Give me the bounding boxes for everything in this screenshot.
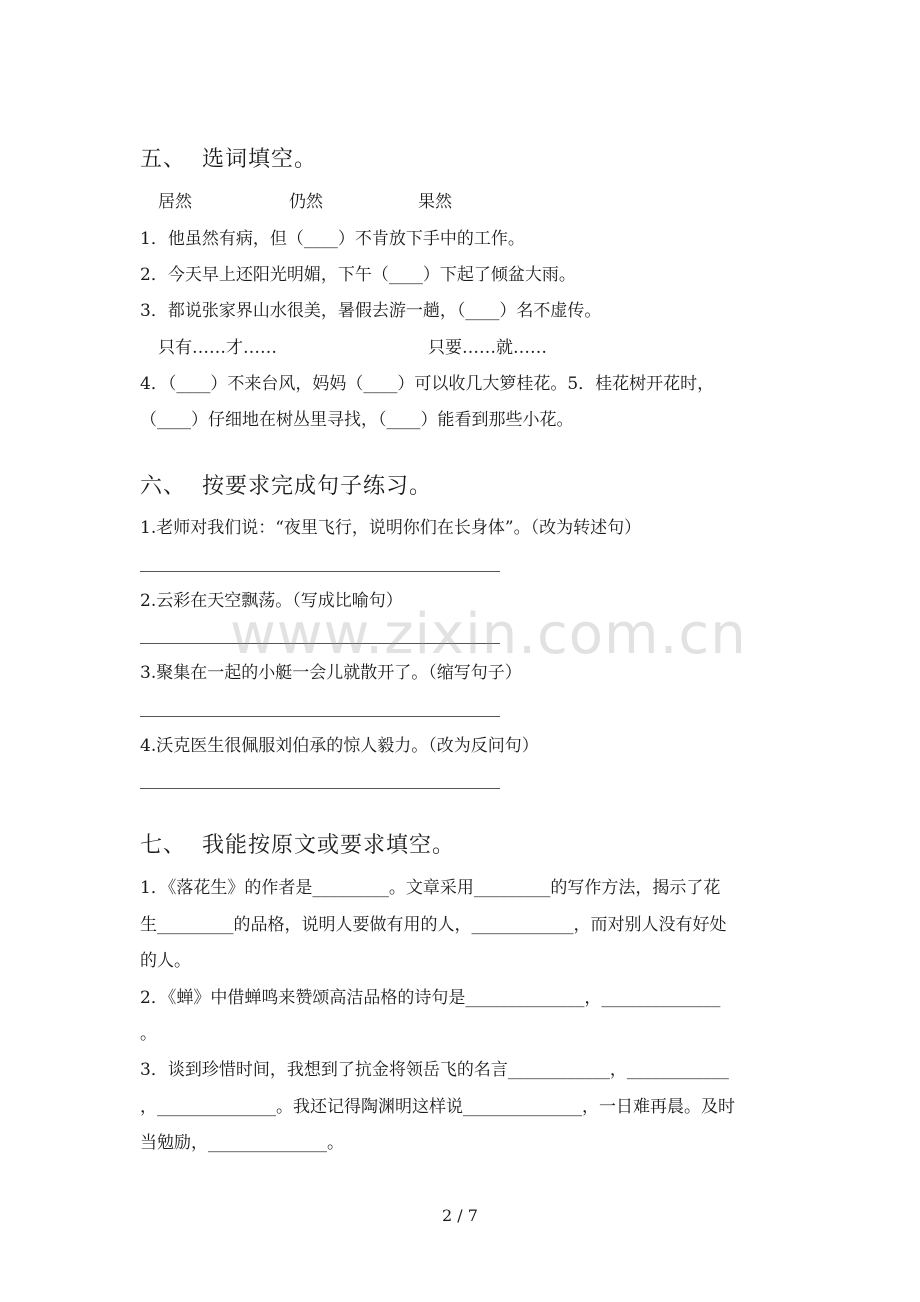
s6-question-3: 3.聚集在一起的小艇一会儿就散开了。（缩写句子） (140, 663, 522, 683)
s5-question-2: 2．今天早上还阳光明媚，下午（____）下起了倾盆大雨。 (140, 265, 576, 285)
conjunction-option-2: 只要……就…… (428, 338, 547, 358)
s6-question-1: 1.老师对我们说：“夜里飞行，说明你们在长身体”。（改为转述句） (140, 518, 642, 538)
answer-line[interactable] (140, 571, 500, 572)
answer-line[interactable] (140, 716, 500, 717)
answer-line[interactable] (140, 788, 500, 789)
s5-question-3: 3．都说张家界山水很美，暑假去游一趟，（____）名不虚传。 (140, 301, 602, 321)
s7-line-1: 1．《落花生》的作者是_________。文章采用_________的写作方法，揭示了花 (140, 878, 721, 898)
word-option-3: 果然 (418, 192, 452, 212)
word-option-1: 居然 (158, 192, 192, 212)
s5-question-4: 4．（____）不来台风，妈妈（____）可以收几大箩桂花。5．桂花树开花时， (140, 374, 715, 394)
watermark: www.zixin.com.cn (230, 602, 747, 667)
s6-question-2: 2.云彩在天空飘荡。（写成比喻句） (140, 591, 403, 611)
section-6-heading: 六、 按要求完成句子练习。 (140, 474, 432, 499)
section-7-heading: 七、 我能按原文或要求填空。 (140, 833, 455, 858)
page-number: 2 / 7 (442, 1206, 478, 1225)
s7-line-5: 。 (140, 1024, 157, 1044)
s7-line-4: 2．《蝉》中借蝉鸣来赞颂高洁品格的诗句是______________，______________ (140, 988, 721, 1008)
s7-line-6: 3．谈到珍惜时间，我想到了抗金将领岳飞的名言____________，____________ (140, 1060, 729, 1080)
s7-line-7: ，______________。我还记得陶渊明这样说______________，一日难再晨。及时 (140, 1097, 735, 1117)
conjunction-option-1: 只有……才…… (158, 338, 277, 358)
s7-line-8: 当勉励，______________。 (140, 1133, 344, 1153)
s7-line-2: 生_________的品格，说明人要做有用的人，____________，而对别人没有好处 (140, 915, 727, 935)
s7-line-3: 的人。 (140, 951, 191, 971)
s6-question-4: 4.沃克医生很佩服刘伯承的惊人毅力。（改为反问句） (140, 736, 539, 756)
s5-question-4-cont: （____）仔细地在树丛里寻找，（____）能看到那些小花。 (140, 410, 574, 430)
section-5-heading: 五、 选词填空。 (140, 147, 317, 172)
word-option-2: 仍然 (289, 192, 323, 212)
s5-question-1: 1．他虽然有病，但（____）不肯放下手中的工作。 (140, 229, 525, 249)
